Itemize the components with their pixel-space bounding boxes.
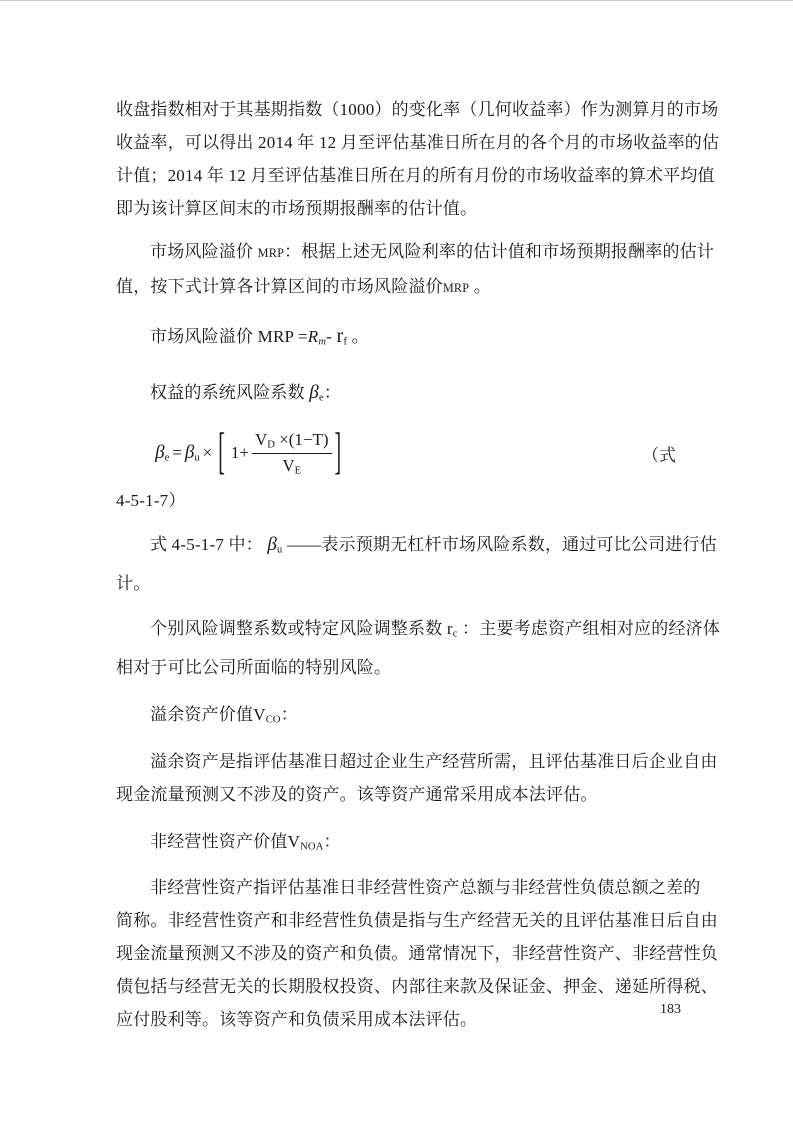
paragraph-specific-risk <box>116 612 721 684</box>
fraction-denominator: VE <box>282 455 302 477</box>
text-line: 值，按下式计算各计算区间的市场风险溢价MRP 。 <box>116 277 491 296</box>
text-line: 溢余资产是指评估基准日超过企业生产经营所需，且评估基准日后企业自由 <box>150 752 718 772</box>
equals-sign: = <box>172 443 182 463</box>
fraction <box>252 429 332 478</box>
page-number: 183 <box>660 1002 681 1017</box>
paragraph-mrp-definition <box>116 235 715 305</box>
text-line: 式 4-5-1-7 中： βu ——表示预期无杠杆市场风险系数，通过可比公司进行估 <box>150 534 717 556</box>
beta-subscript-e: e <box>164 452 170 464</box>
page-content <box>116 93 721 1036</box>
text-line: 相对于可比公司所面临的特别风险。 <box>116 657 392 677</box>
paragraph-surplus-assets <box>116 745 718 811</box>
equation-label-open: （式 <box>642 445 676 465</box>
equation-number: 4-5-1-7） <box>116 491 186 511</box>
page-top-edge <box>0 0 793 1</box>
one-plus-term: 1+ <box>230 443 249 463</box>
surplus-assets-heading: 溢余资产价值VCO： <box>150 704 298 726</box>
beta-formula-row <box>116 424 676 482</box>
text-line: 即为该计算区间末的市场预期报酬率的估计值。 <box>116 199 478 218</box>
beta-symbol: β <box>155 442 165 464</box>
text-line: 收益率，可以得出 2014 年 12 月至评估基准日所在月的各个月的市场收益率的估 <box>116 133 720 152</box>
text-line: 计值；2014 年 12 月至评估基准日所在月的所有月份的市场收益率的算术平均值 <box>116 166 715 185</box>
text-line: 简称。非经营性资产和非经营性负债是指与生产经营无关的且评估基准日后自由 <box>116 910 718 930</box>
beta-formula-expression <box>116 423 344 481</box>
text-line: 计。 <box>116 573 151 593</box>
text-line: 市场风险溢价 MRP：根据上述无风险利率的估计值和市场预期报酬率的估计 <box>150 242 715 261</box>
text-line: 个别风险调整系数或特定风险调整系数 rc ：主要考虑资产组相对应的经济体 <box>150 618 721 640</box>
paragraph-market-return <box>116 93 720 225</box>
right-bracket: ] <box>334 423 342 481</box>
beta-heading: 权益的系统风险系数 βe： <box>150 381 342 404</box>
paragraph-beta-u-explanation <box>116 528 717 600</box>
text-line: 债包括与经营无关的长期股权投资、内部往来款及保证金、押金、递延所得税、 <box>116 976 718 996</box>
left-bracket: [ <box>218 423 225 481</box>
multiply-sign: × <box>202 443 213 463</box>
text-line: 现金流量预测又不涉及的资产和负债。通常情况下，非经营性资产、非经营性负 <box>116 943 718 963</box>
non-operating-assets-heading: 非经营性资产价值VNOA： <box>150 832 341 853</box>
beta-subscript-u: u <box>194 452 200 464</box>
text-line: 现金流量预测又不涉及的资产。该等资产通常采用成本法评估。 <box>116 785 598 805</box>
text-line: 应付股利等。该等资产和负债采用成本法评估。 <box>116 1009 478 1029</box>
mrp-formula: 市场风险溢价 MRP =Rm- rf 。 <box>150 325 369 348</box>
fraction-numerator: VD ×(1−T) <box>252 429 332 454</box>
paragraph-non-operating-assets <box>116 871 718 1036</box>
beta-symbol: β <box>184 442 195 464</box>
text-line: 收盘指数相对于其基期指数（1000）的变化率（几何收益率）作为测算月的市场 <box>116 100 719 119</box>
text-line: 非经营性资产指评估基准日非经营性资产总额与非经营性负债总额之差的 <box>150 877 701 897</box>
